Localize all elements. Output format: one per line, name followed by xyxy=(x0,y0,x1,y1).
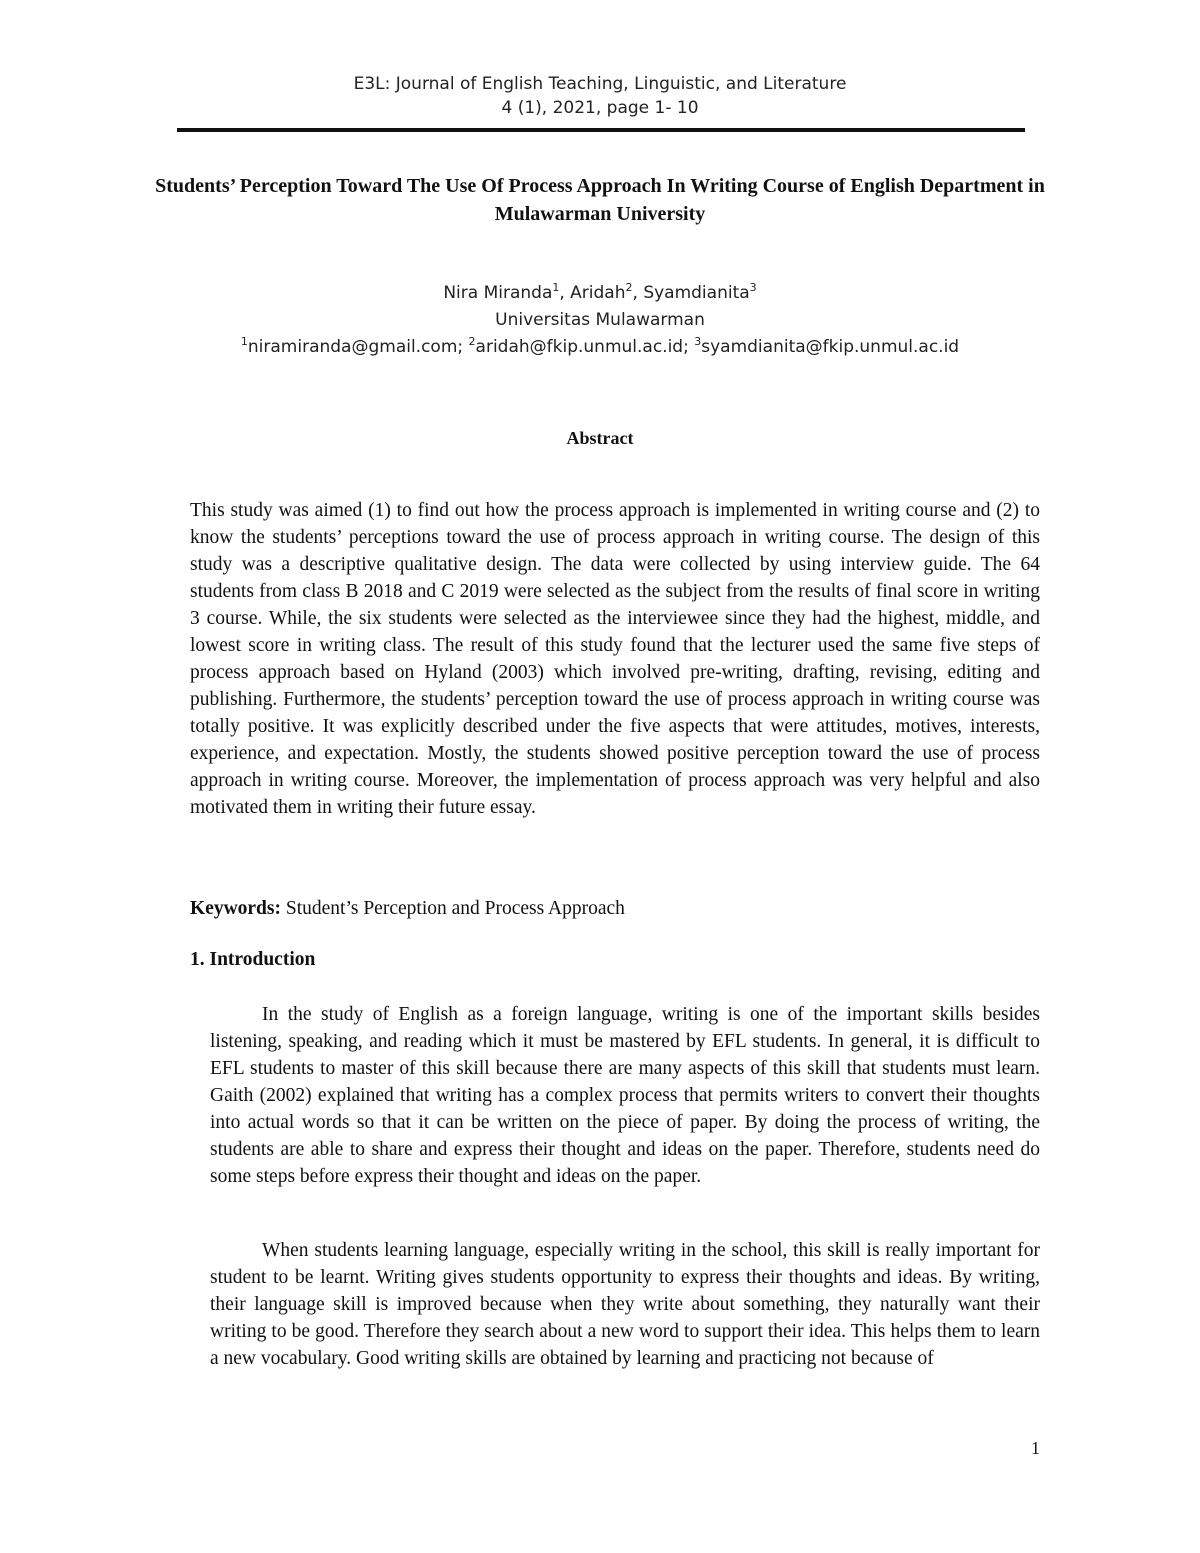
author-name: Nira Miranda xyxy=(443,283,553,303)
author-name: Aridah xyxy=(570,283,626,303)
journal-issue: 4 (1), 2021, page 1- 10 xyxy=(501,98,699,118)
author-mark: 1 xyxy=(552,281,560,294)
affiliation: Universitas Mulawarman xyxy=(495,310,705,330)
email-mark: 3 xyxy=(694,335,702,348)
header-rule xyxy=(177,128,1025,132)
running-header xyxy=(0,72,1200,120)
author-block xyxy=(0,280,1200,361)
email-address[interactable]: syamdianita@fkip.unmul.ac.id xyxy=(701,337,960,357)
page-number: 1 xyxy=(1031,1438,1040,1458)
body-paragraph: When students learning language, especially writing in the school, this skill is really important for student to be learnt. Writing gives students opportunity to express their thoughts and ideas. By writing, their language skill is improved because when they write about something, they naturally want their writing to be good. Therefore they search about a new word to support their idea. This helps them to learn a new vocabulary. Good writing skills are obtained by learning and practicing not because of xyxy=(210,1240,1040,1369)
author-mark: 3 xyxy=(749,281,757,294)
email-address[interactable]: niramiranda@gmail.com xyxy=(247,337,458,357)
email-address[interactable]: aridah@fkip.unmul.ac.id xyxy=(475,337,684,357)
author-mark: 2 xyxy=(625,281,633,294)
keywords-label: Keywords: xyxy=(190,898,281,919)
email-mark: 2 xyxy=(468,335,476,348)
body-paragraph: In the study of English as a foreign language, writing is one of the important skills besides listening, speaking, and reading which it must be mastered by EFL students. In general, it is difficult to EFL students to master of this skill because there are many aspects of this skill that students must learn. Gaith (2002) explained that writing has a complex process that permits writers to convert their thoughts into actual words so that it can be written on the piece of paper. By doing the process of writing, the students are able to share and express their thought and ideas on the paper. Therefore, students need do some steps before express their thought and ideas on the paper. xyxy=(210,1004,1040,1187)
keywords-value: Student’s Perception and Process Approach xyxy=(285,898,625,919)
author-list: Nira Miranda$^1$, Aridah$^2$, Syamdianita$^3$ xyxy=(443,281,757,303)
keywords-line xyxy=(190,895,1040,922)
journal-name: E3L: Journal of English Teaching, Linguistic, and Literature xyxy=(353,74,847,94)
section-heading-introduction: 1. Introduction xyxy=(190,949,316,970)
email-mark: 1 xyxy=(240,335,248,348)
abstract-heading: Abstract xyxy=(566,428,634,448)
email-list: $^1$niramiranda@gmail.com; $^2$aridah@fkip.unmul.ac.id; $^3$syamdianita@fkip.unmul.ac.id xyxy=(240,335,960,357)
author-name: Syamdianita xyxy=(643,283,750,303)
abstract-text: This study was aimed (1) to find out how the process approach is implemented in writing course and (2) to know the students’ perceptions toward the use of process approach in writing course. The design of this study was a descriptive qualitative design. The data were collected by using interview guide. The 64 students from class B 2018 and C 2019 were selected as the subject from the results of final score in writing 3 course. While, the six students were selected as the interviewee since they had the highest, middle, and lowest score in writing class. The result of this study found that the lecturer used the same five steps of process approach based on Hyland (2003) which involved pre-writing, drafting, revising, editing and publishing. Furthermore, the students’ perception toward the use of process approach in writing course was totally positive. It was explicitly described under the five aspects that were attitudes, motives, interests, experience, and expectation. Mostly, the students showed positive perception toward the use of process approach in writing course. Moreover, the implementation of process approach was very helpful and also motivated them in writing their future essay. xyxy=(190,500,1040,818)
article-title: Students’ Perception Toward The Use Of Process Approach In Writing Course of English Department in Mulawarman University xyxy=(155,175,1045,225)
